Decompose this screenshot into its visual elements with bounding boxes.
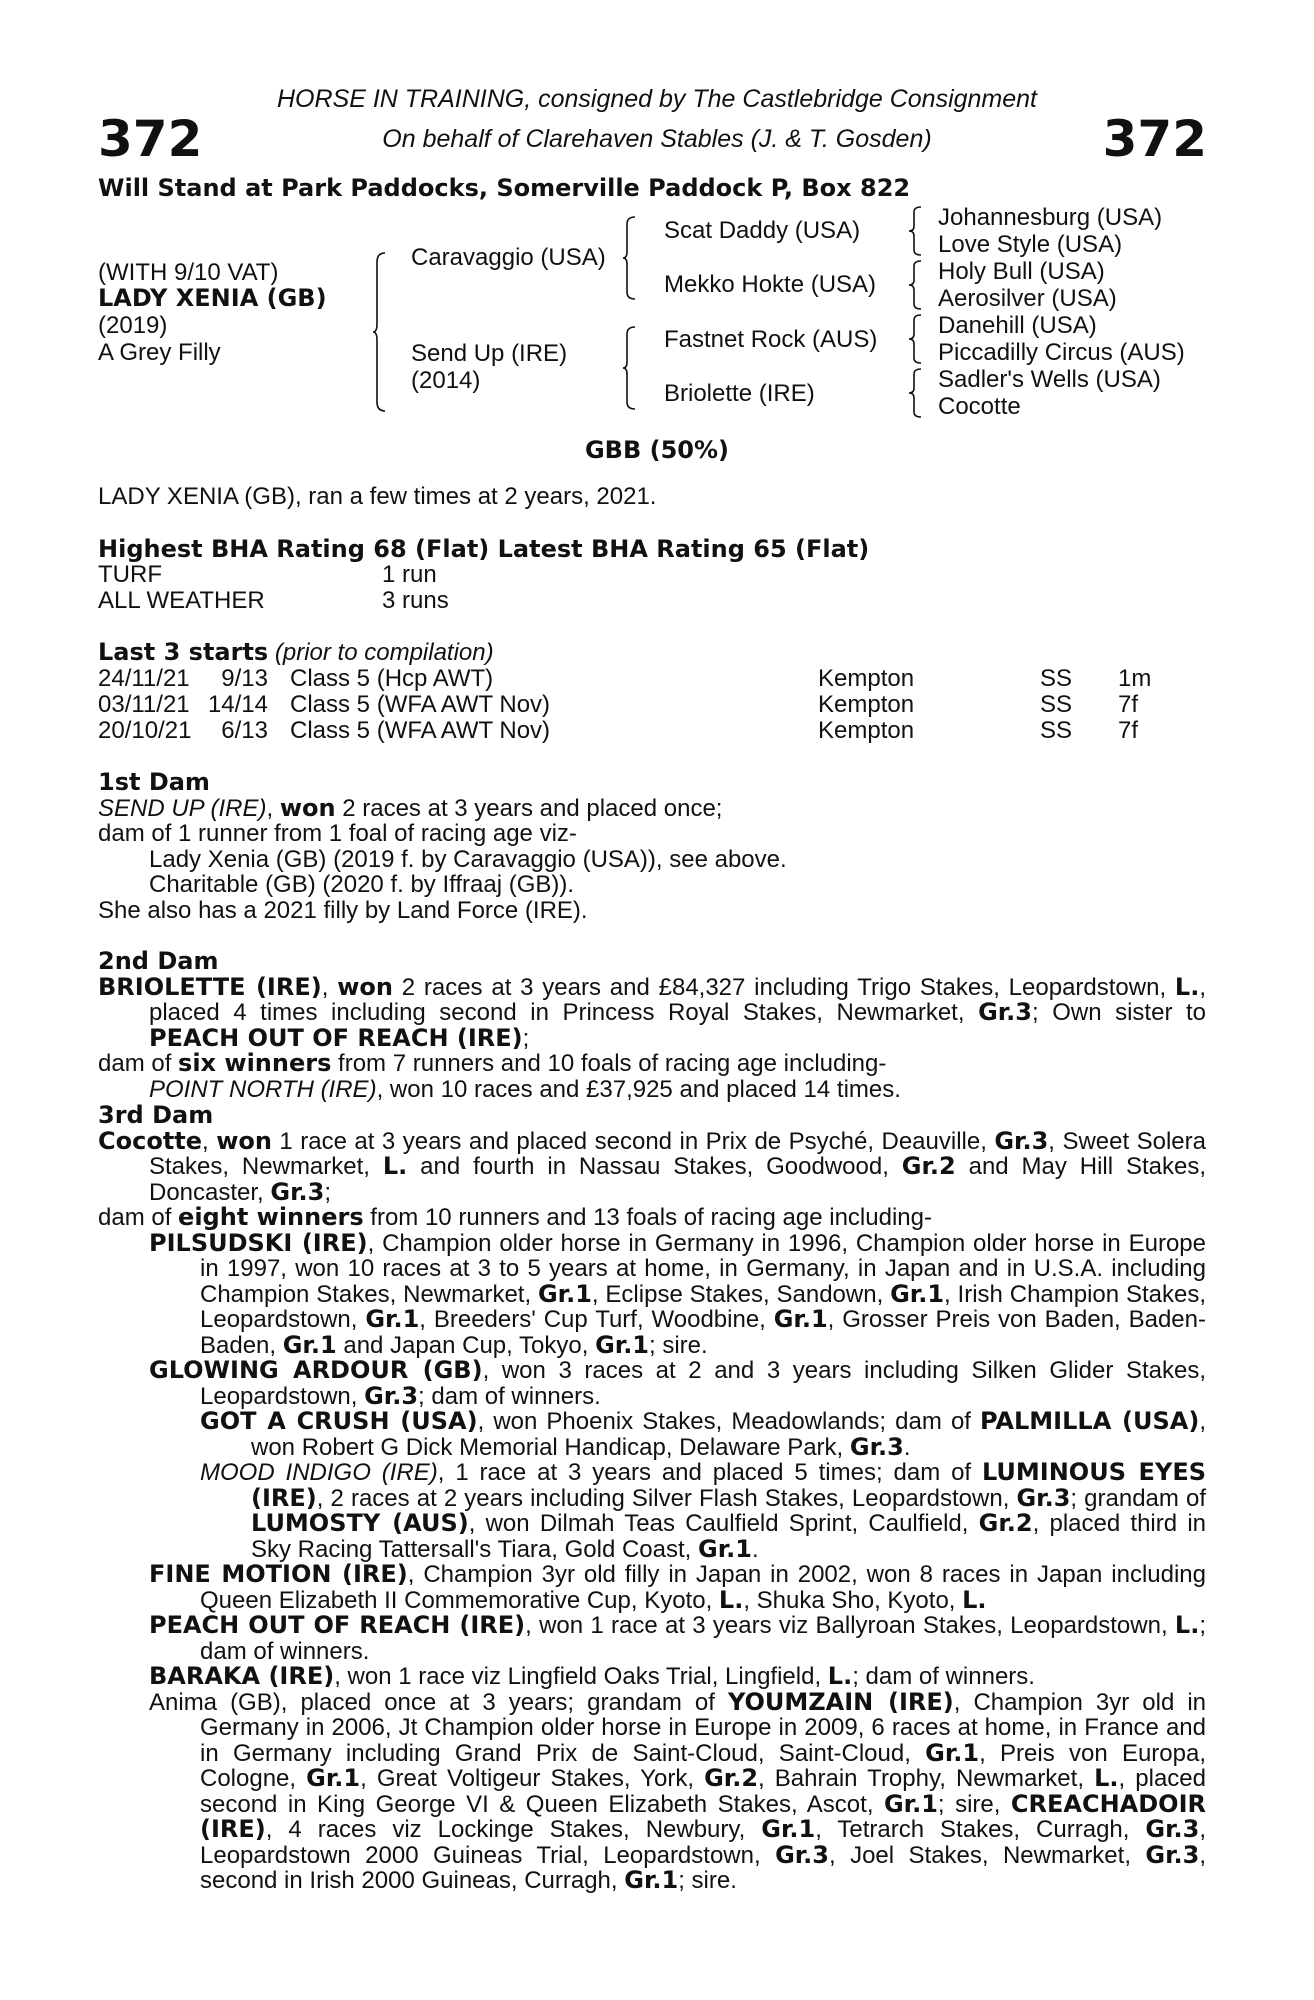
pedigree-dam: Send Up (IRE) [411,340,568,367]
anima-gr1-d: Gr.1 [761,1815,816,1843]
pilsudski-text-4: , Breeders' Cup Turf, Woodbine, [419,1306,774,1333]
pilsudski-text-2: , Eclipse Stakes, Sandown, [591,1280,891,1308]
youmzain-name: YOUMZAIN (IRE) [727,1687,954,1716]
baraka-text-2: ; dam of winners. [852,1663,1035,1690]
got-a-crush-text-3: . [903,1433,911,1461]
progeny-peach-out-of-reach [98,1613,1206,1664]
horse-description: A Grey Filly [98,339,221,366]
third-dam-damof-2: from 10 runners and 13 foals of racing age including- [363,1204,932,1231]
first-dam-progeny-2: Charitable (GB) (2020 f. by Iffraaj (GB)). [149,871,575,898]
fine-motion-text-2: , Shuka Sho, Kyoto, [743,1586,963,1614]
pedigree-gp-6: Piccadilly Circus (AUS) [938,339,1185,366]
mood-indigo-name: MOOD INDIGO (IRE) [200,1459,438,1486]
anima-text-11: , second in Irish 2000 Guineas, Curragh, [200,1841,1207,1894]
third-dam-heading: 3rd Dam [98,1101,214,1129]
anima-text-7: , 4 races viz Lockinge Stakes, Newbury, [265,1816,762,1843]
pedigree-gp-4: Aerosilver (USA) [938,285,1117,312]
mood-indigo-gr1: Gr.1 [698,1534,752,1563]
first-dam-name: SEND UP (IRE) [98,794,267,822]
anima-text-0: Anima (GB), placed once at 3 years; grandam of [149,1688,728,1716]
third-dam-damof-1: dam of [98,1204,179,1231]
pilsudski-text-5: , Grosser Preis von Baden, Baden-Baden, [200,1306,1206,1359]
start-row-2-dist: 7f [1118,691,1139,718]
glowing-ardour-text-1: , won 3 races at 2 and 3 years including Silken Glider Stakes, Leopardstown, [200,1357,1206,1410]
pedigree-gp-2: Love Style (USA) [938,231,1123,258]
horse-name: LADY XENIA (GB) [98,284,327,312]
third-dam-text-4: and May Hill Stakes, Doncaster, [149,1153,1207,1206]
start-row-1-dist: 1m [1118,665,1152,692]
creachadoir-name: CREACHADOIR (IRE) [200,1789,1206,1843]
pilsudski-gr1-e: Gr.1 [282,1330,337,1359]
start-row-3-race: Class 5 (WFA AWT Nov) [290,717,551,744]
baraka-text-1: , won 1 race viz Lingfield Oaks Trial, Lingfield, [334,1663,828,1690]
pilsudski-text-6: and Japan Cup, Tokyo, [336,1331,596,1359]
start-row-2-date: 03/11/21 [98,691,190,718]
second-dam-progeny-name: POINT NORTH (IRE) [149,1075,377,1103]
progeny-mood-indigo [98,1460,1206,1562]
starts-note: (prior to compilation) [274,639,494,666]
glowing-ardour-name: GLOWING ARDOUR (GB) [149,1356,483,1384]
mood-indigo-gr3: Gr.3 [1016,1483,1071,1512]
anima-text-12: ; sire. [678,1867,737,1894]
ratings-heading: Highest BHA Rating 68 (Flat) Latest BHA Rating 65 (Flat) [98,535,870,563]
ratings-aw-label: ALL WEATHER [98,587,265,614]
second-dam-progeny-1 [98,1077,1206,1103]
behalf-line: On behalf of Clarehaven Stables (J. & T. Gosden) [382,125,932,153]
start-row-1-going: SS [1040,665,1073,692]
start-row-1-course: Kempton [818,665,915,692]
progeny-baraka [98,1664,1206,1690]
first-dam-section [98,770,1206,923]
ratings-turf-runs: 1 run [382,561,437,588]
peach-out-of-reach-text-1: , won 1 race at 3 years viz Ballyroan Stakes, Leopardstown, [525,1612,1175,1639]
third-dam-text-2: , Sweet Solera Stakes, Newmarket, [149,1127,1206,1180]
race-summary: LADY XENIA (GB), ran a few times at 2 years, 2021. [98,483,657,510]
second-dam-gr3: Gr.3 [978,998,1032,1026]
pilsudski-gr1-c: Gr.1 [365,1305,420,1333]
mood-indigo-gr2: Gr.2 [978,1509,1033,1537]
baraka-listed: L. [827,1662,853,1690]
anima-text-5: , placed second in King George VI & Queen Elizabeth Stakes, Ascot, [200,1765,1206,1818]
first-dam-won: won [279,793,336,822]
second-dam-progeny-intro [98,1051,1206,1077]
mood-indigo-text-3: ; grandam of [1070,1484,1207,1512]
third-dam-winners-count: eight winners [178,1203,364,1231]
pedigree-brace-3c [908,314,922,364]
third-dam-gr2: Gr.2 [901,1152,956,1180]
stand-line: Will Stand at Park Paddocks, Somerville Paddock P, Box 822 [98,174,911,202]
third-dam-gr3: Gr.3 [994,1126,1049,1155]
pilsudski-gr1-a: Gr.1 [537,1279,592,1308]
second-dam-text-3: ; Own sister to [1032,999,1206,1026]
third-dam-progeny-intro [98,1205,1206,1231]
pilsudski-name: PILSUDSKI (IRE) [149,1228,368,1257]
second-dam-text-1: 2 races at 3 years and £84,327 including Trigo Stakes, Leopardstown, [392,973,1175,1001]
progeny-anima [98,1687,1207,1894]
mood-indigo-text-4: , won Dilmah Teas Caulfield Sprint, Caulfield, [468,1510,979,1537]
anima-gr1-c: Gr.1 [883,1789,938,1818]
start-row-3-dist: 7f [1118,717,1139,744]
first-dam-line: SEND UP (IRE), won 2 races at 3 years and placed once; [98,793,723,822]
pedigree-gp-8: Cocotte [938,393,1021,420]
lot-number-right: 372 [1102,110,1207,168]
consignor-line: HORSE IN TRAINING, consigned by The Castlebridge Consignment [276,85,1038,113]
third-dam-paragraph: Cocotte, won 1 race at 3 years and placed second in Prix de Psyché, Deauville, Gr.3, Sweet Solera Stakes, Newmarket, L. and fourth in Nassau Stakes, Goodwood, Gr.2 and May Hill Stakes, Doncaster, Gr.3; [98,1126,1207,1206]
second-dam-winners-count: six winners [178,1049,332,1077]
gbb-note: GBB (50%) [584,436,730,464]
ratings-aw-runs: 3 runs [382,587,449,614]
anima-gr2: Gr.2 [704,1764,759,1792]
lot-number-left: 372 [98,110,203,168]
second-dam-damof-1: dam of [98,1050,179,1077]
pedigree-dam-year: (2014) [411,367,481,394]
pedigree-brace-3d [908,368,922,418]
pedigree-dam-dam: Briolette (IRE) [664,380,815,407]
first-dam-note: She also has a 2021 filly by Land Force (IRE). [98,896,588,924]
second-dam-text-4: ; [522,1024,530,1052]
start-row-1-pos: 9/13 [221,665,268,692]
start-row-3-date: 20/10/21 [98,717,192,744]
second-dam-sister: PEACH OUT OF REACH (IRE) [149,1023,523,1052]
pilsudski-gr1-d: Gr.1 [773,1305,828,1333]
mood-indigo-text-2: , 2 races at 2 years including Silver Flash Stakes, Leopardstown, [316,1484,1017,1512]
mood-indigo-text-5: , placed third in Sky Racing Tattersall's Tiara, Gold Coast, [251,1510,1206,1563]
pilsudski-gr1-b: Gr.1 [890,1279,945,1308]
anima-gr3-a: Gr.3 [1145,1815,1200,1843]
third-dam-text-3: and fourth in Nassau Stakes, Goodwood, [407,1153,902,1180]
pedigree-sire-dam: Mekko Hokte (USA) [664,271,877,298]
start-row-3-pos: 6/13 [221,717,268,744]
start-row-2-pos: 14/14 [207,691,268,718]
second-dam-won: won [337,972,393,1001]
anima-text-10: , Joel Stakes, Newmarket, [829,1841,1146,1869]
anima-text-9: , Leopardstown 2000 Guineas Trial, Leopardstown, [200,1816,1207,1869]
lumosty-name: LUMOSTY (AUS) [251,1509,469,1537]
pilsudski-text-3: , Irish Champion Stakes, Leopardstown, [200,1280,1207,1333]
starts-heading: Last 3 starts [98,638,269,666]
pedigree-dam-sire: Fastnet Rock (AUS) [664,326,878,353]
pedigree-brace-1 [372,252,386,412]
anima-text-6: ; sire, [937,1790,1011,1818]
start-row-3-course: Kempton [818,717,915,744]
got-a-crush-text-1: , won Phoenix Stakes, Meadowlands; dam of [477,1408,981,1435]
third-dam-section [98,1103,1206,1894]
third-dam-listed: L. [382,1152,408,1180]
progeny-glowing-ardour [98,1358,1206,1409]
pedigree-brace-3b [908,260,922,310]
anima-text-2: , Preis von Europa, Cologne, [200,1739,1207,1792]
first-dam-progeny-intro: dam of 1 runner from 1 foal of racing age viz- [98,820,577,847]
anima-text-1: , Champion 3yr old in Germany in 2006, Jt Champion older horse in Europe in 2009, 6 races at home, in France and in Germany including Grand Prix de Saint-Cloud, Saint-Cloud, [200,1688,1207,1767]
pedigree-brace-2a [622,216,636,300]
mood-indigo-text-6: . [751,1535,759,1563]
start-row-2-race: Class 5 (WFA AWT Nov) [290,691,551,718]
mood-indigo-text-1: , 1 race at 3 years and placed 5 times; dam of [437,1459,982,1486]
anima-gr3-c: Gr.3 [1145,1840,1200,1869]
pilsudski-text-1: , Champion older horse in Germany in 1996, Champion older horse in Europe in 1997, won 10 races at 3 to 5 years at home, in Germany, in Japan and in U.S.A. including Champion Stakes, Newmarket, [200,1229,1207,1308]
pedigree-gp-5: Danehill (USA) [938,312,1097,339]
progeny-pilsudski [98,1228,1207,1359]
third-dam-won: won [216,1126,272,1155]
horse-year: (2019) [98,312,168,339]
start-row-2-going: SS [1040,691,1073,718]
first-dam-heading: 1st Dam [98,768,210,796]
first-dam-progeny-1: Lady Xenia (GB) (2019 f. by Caravaggio (USA)), see above. [149,845,787,873]
pilsudski-gr1-f: Gr.1 [595,1330,650,1359]
ratings-turf-label: TURF [98,561,162,588]
second-dam-damof-2: from 7 runners and 10 foals of racing age including- [331,1050,887,1077]
third-dam-name: Cocotte [98,1126,203,1155]
anima-text-8: , Tetrarch Stakes, Curragh, [815,1816,1146,1843]
pedigree-sire: Caravaggio (USA) [411,244,606,271]
peach-out-of-reach-listed: L. [1174,1611,1200,1639]
second-dam-heading: 2nd Dam [98,947,219,975]
got-a-crush-text-2: , won Robert G Dick Memorial Handicap, Delaware Park, [251,1408,1206,1461]
pilsudski-text-7: ; sire. [649,1331,708,1359]
progeny-got-a-crush [98,1409,1206,1460]
vat-note: (WITH 9/10 VAT) [98,259,279,286]
pedigree-sire-sire: Scat Daddy (USA) [664,217,861,244]
got-a-crush-gr3: Gr.3 [849,1432,904,1461]
anima-gr1-b: Gr.1 [306,1764,361,1792]
glowing-ardour-text-2: ; dam of winners. [418,1382,601,1410]
pedigree-brace-3a [908,206,922,256]
fine-motion-listed-a: L. [718,1585,744,1614]
got-a-crush-name: GOT A CRUSH (USA) [200,1407,478,1435]
pedigree-brace-2b [622,326,636,410]
progeny-fine-motion [98,1562,1206,1613]
anima-text-4: , Bahrain Trophy, Newmarket, [758,1765,1095,1792]
second-dam-section [98,949,1206,1102]
second-dam-progeny-text: , won 10 races and £37,925 and placed 14 times. [376,1075,901,1103]
start-row-2-course: Kempton [818,691,915,718]
start-row-1-date: 24/11/21 [98,665,190,692]
anima-text-3: , Great Voltigeur Stakes, York, [360,1765,705,1792]
first-dam-text: 2 races at 3 years and placed once; [335,794,723,822]
start-row-3-going: SS [1040,717,1073,744]
anima-gr1-a: Gr.1 [925,1738,980,1767]
fine-motion-text-1: , Champion 3yr old filly in Japan in 2002, won 8 races in Japan including Queen Elizabeth II Commemorative Cup, Kyoto, [200,1561,1206,1614]
fine-motion-listed-b: L. [962,1585,987,1614]
pedigree-gp-7: Sadler's Wells (USA) [938,366,1161,393]
baraka-name: BARAKA (IRE) [149,1662,335,1690]
second-dam-listed: L. [1174,972,1200,1001]
peach-out-of-reach-text-2: ; dam of winners. [200,1612,1206,1665]
palmilla-name: PALMILLA (USA) [980,1407,1200,1435]
start-row-1-race: Class 5 (Hcp AWT) [290,665,494,692]
second-dam-paragraph: BRIOLETTE (IRE), won 2 races at 3 years and £84,327 including Trigo Stakes, Leopardstown, L., placed 4 times including second in Princess Royal Stakes, Newmarket, Gr.3; Own sister to PEACH OUT OF REACH (IRE); [98,972,1207,1052]
peach-out-of-reach-name: PEACH OUT OF REACH (IRE) [149,1611,526,1639]
third-dam-gr3-b: Gr.3 [270,1177,325,1206]
anima-gr1-e: Gr.1 [624,1866,679,1894]
anima-listed: L. [1094,1764,1119,1792]
second-dam-name: BRIOLETTE (IRE) [98,972,322,1001]
pedigree-gp-3: Holy Bull (USA) [938,258,1105,285]
third-dam-text-5: ; [324,1178,332,1206]
anima-gr3-b: Gr.3 [775,1840,829,1869]
pedigree-gp-1: Johannesburg (USA) [938,204,1163,231]
glowing-ardour-gr3: Gr.3 [364,1381,419,1410]
starts-heading-line [98,640,494,666]
fine-motion-name: FINE MOTION (IRE) [149,1560,408,1588]
luminous-eyes-name: LUMINOUS EYES (IRE) [251,1458,1207,1512]
third-dam-text-1: 1 race at 3 years and placed second in Prix de Psyché, Deauville, [271,1127,995,1155]
second-dam-text-2: , placed 4 times including second in Princess Royal Stakes, Newmarket, [149,973,1207,1026]
